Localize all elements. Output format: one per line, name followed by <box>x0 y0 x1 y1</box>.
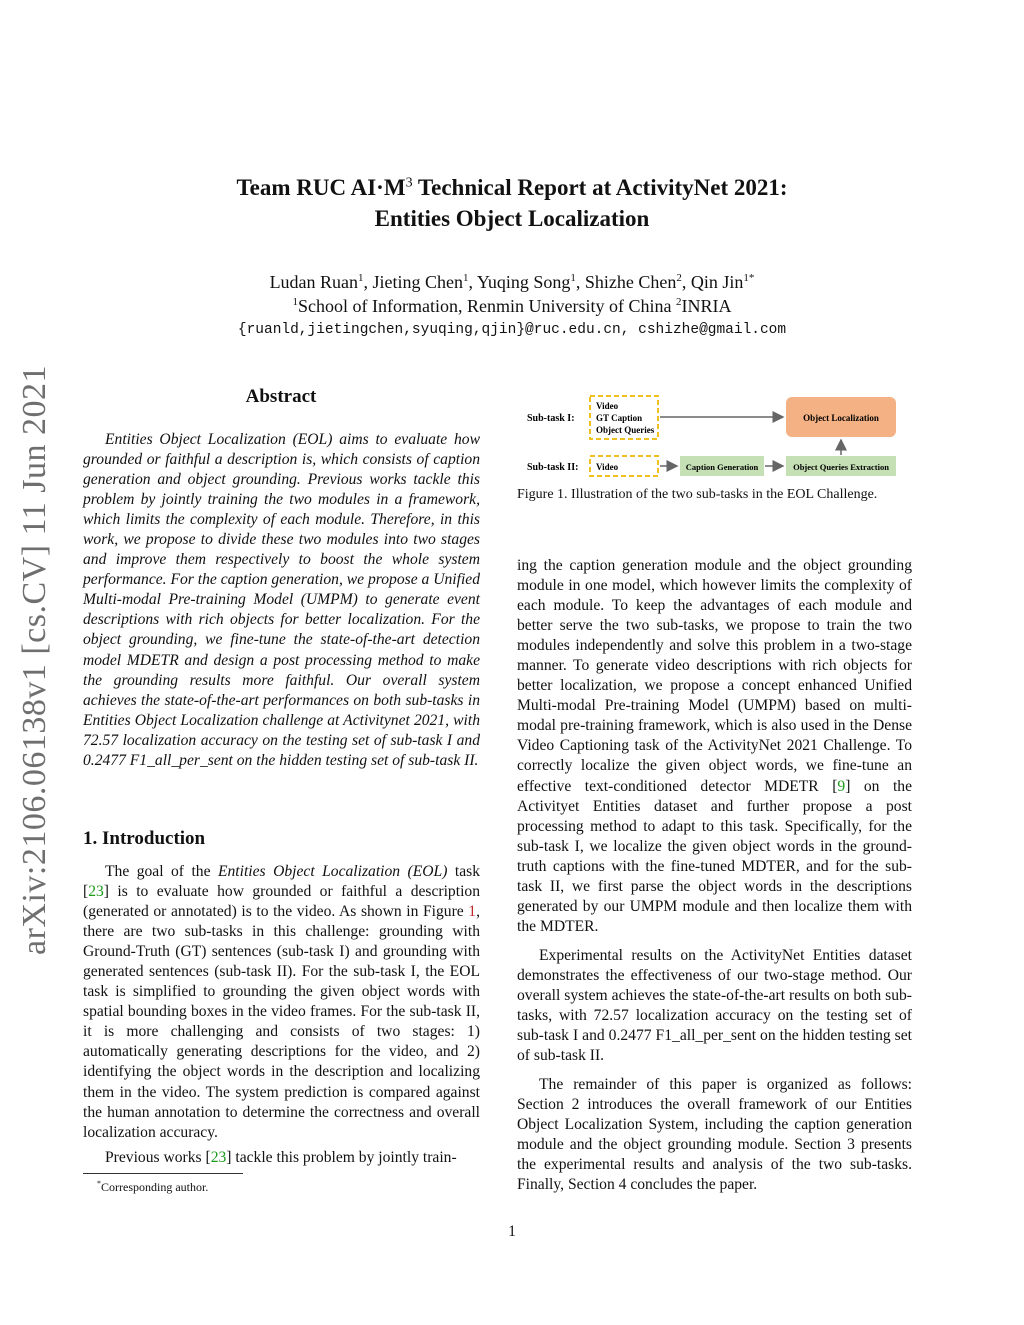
subtask2-label: Sub-task II: <box>527 462 579 473</box>
right-column-body <box>517 556 912 1195</box>
task-name: Entities Object Localization (EOL) <box>217 863 448 880</box>
intro-body <box>83 862 480 1168</box>
arxiv-identifier: arXiv:2106.06138v1 [cs.CV] 11 Jun 2021 <box>16 364 53 956</box>
input2-video: Video <box>596 462 619 472</box>
citation-link[interactable]: 23 <box>210 1148 227 1166</box>
author-affil: 2 <box>676 272 682 284</box>
citation-link[interactable]: 9 <box>837 777 846 795</box>
input1-video: Video <box>596 401 619 411</box>
subtask1-label: Sub-task I: <box>527 413 575 424</box>
figure-ref-link[interactable]: 1 <box>468 903 477 921</box>
object-localization-label: Object Localization <box>803 413 879 423</box>
citation-link[interactable]: 23 <box>88 883 104 901</box>
author-affil: 1 <box>358 272 364 284</box>
author-name: Yuqing Song <box>476 272 571 292</box>
right-paragraph-2: Experimental results on the ActivityNet Entities dataset demonstrates the effectiveness of our two-stage method. Our overall system achieves the state-of-the-art results on both sub-tasks, with 72.57 localization accuracy on the testing set of sub-task I and 0.2477 F1_all_per_sent on the hidden testing set of sub-task II. <box>517 946 912 1065</box>
paper-title <box>0 172 1024 234</box>
abstract-body <box>83 430 480 771</box>
affiliation-1: School of Information, Renmin University of China <box>298 296 676 316</box>
input1-object-queries: Object Queries <box>596 425 655 435</box>
text-run: task [ <box>83 863 480 901</box>
abstract-heading: Abstract <box>245 386 317 407</box>
footnote-marker: * <box>97 1179 101 1188</box>
title-line1-post: Technical Report at ActivityNet 2021: <box>412 175 788 200</box>
author-affil: 1 <box>570 272 576 284</box>
text-run: The goal of the <box>105 863 218 880</box>
text-run: ] on the Activityet Entities dataset and further propose a post processing method to adapt to this task. Specifically, for the sub-task I, we localize the given object words in the ground-truth captions with the fine-tuned MDTER, and for the sub-task II, we first parse the object words in the descriptions generated by our UMPM module and then localize them with the MDTER. <box>517 777 912 935</box>
right-paragraph-1 <box>517 556 912 937</box>
author-block <box>0 270 1024 318</box>
author-name: Shizhe Chen <box>584 272 677 292</box>
title-superscript: 3 <box>405 175 413 191</box>
affil-marker: 1 <box>292 296 299 308</box>
footnote-text: Corresponding author. <box>101 1180 209 1194</box>
object-queries-extraction-label: Object Queries Extraction <box>793 462 889 472</box>
author-affil: 1 <box>463 272 469 284</box>
author-name: Qin Jin <box>690 272 744 292</box>
arxiv-sidebar <box>10 360 60 960</box>
author-list: Ludan Ruan$^1$, Jieting Chen$^1$, Yuqing Song$^1$, Shizhe Chen$^2$, Qin Jin$^{1*}$ <box>269 272 755 292</box>
text-run: ing the caption generation module and the object grounding module in one model, which however limits the complexity of each module. To keep the advantages of each module and better serve the two sub-tasks, we propose to train the two modules independently and solve this problem in a two-stage manner. To generate video descriptions with rich objects for better localization, we propose a concept enhanced Unified Multi-modal Pre-training Model (UMPM) based on multi-modal pre-training framework, which is also used in the Dense Video Captioning task of the ActivityNet 2021 Challenge. To correctly localize the given object words, we fine-tune an effective text-conditioned detector MDETR [ <box>517 557 912 795</box>
figure-1-diagram <box>510 392 920 484</box>
input1-gt-caption: GT Caption <box>596 413 643 423</box>
title-line1-pre: Team RUC AI·M <box>236 175 406 200</box>
abstract-text: Entities Object Localization (EOL) aims to evaluate how grounded or faithful a description is, which consists of caption generation and object grounding. Previous works tackle this problem by jointly training the two modules in a framework, which limits the complexity of each module. Therefore, in this work, we propose to divide these two modules into two stages and improve them respectively to boost the whole system performance. For the caption generation, we propose a Unified Multi-modal Pre-training Model (UMPM) to generate event descriptions with rich objects for better localization. For the object grounding, we fine-tune the state-of-the-art detection model MDETR and design a post processing method to make the grounding results more faithful. Our overall system achieves the state-of-the-art performances on both sub-tasks in Entities Object Localization challenge at Activitynet 2021, with 72.57 localization accuracy on the testing set of sub-task I and 0.2477 F1_all_per_sent on the hidden testing set of sub-task II. <box>83 431 481 769</box>
title-line2: Entities Object Localization <box>374 206 650 231</box>
footnote <box>97 1179 208 1195</box>
author-affil: 1* <box>743 272 755 284</box>
text-run: , there are two sub-tasks in this challenge: grounding with Ground-Truth (GT) sentences (sub-task I) and grounding with generated sentences (sub-task II). For the sub-task I, the EOL task is simplified to grounding the given object words with spatial bounding boxes in the video frames. For the sub-task II, it is more challenging and consists of two stages: 1) automatically generating descriptions for the video, and 2) identifying the object words in the description and localizing them in the video. The system prediction is compared against the human annotation to determine the correctness and overall localization accuracy. <box>83 903 480 1141</box>
affiliation-2: INRIA <box>681 296 732 316</box>
author-name: Jieting Chen <box>372 272 464 292</box>
affil-marker: 2 <box>675 296 682 308</box>
text-run: ] is to evaluate how grounded or faithful a description (generated or annotated) is to the video. As shown in Figure <box>83 883 480 921</box>
author-emails: {ruanld,jietingchen,syuqing,qjin}@ruc.edu.cn, cshizhe@gmail.com <box>237 322 787 338</box>
figure-1-caption: Figure 1. Illustration of the two sub-tasks in the EOL Challenge. <box>517 487 878 502</box>
text-run: ] tackle this problem by jointly train- <box>226 1148 457 1166</box>
caption-generation-label: Caption Generation <box>685 462 759 472</box>
intro-paragraph-1 <box>83 862 480 1143</box>
affiliations <box>0 294 1024 318</box>
author-name: Ludan Ruan <box>269 272 359 292</box>
footnote-rule <box>83 1173 243 1174</box>
intro-paragraph-2 <box>83 1148 480 1168</box>
text-run: Previous works [ <box>105 1148 211 1166</box>
page-number: 1 <box>508 1223 516 1240</box>
right-paragraph-3: The remainder of this paper is organized as follows: Section 2 introduces the overall framework of our Entities Object Localization System, including the caption generation module and the object grounding module. Section 3 presents the experimental results and analysis of the two sub-tasks. Finally, Section 4 concludes the paper. <box>517 1076 912 1194</box>
intro-heading: 1. Introduction <box>83 828 206 849</box>
